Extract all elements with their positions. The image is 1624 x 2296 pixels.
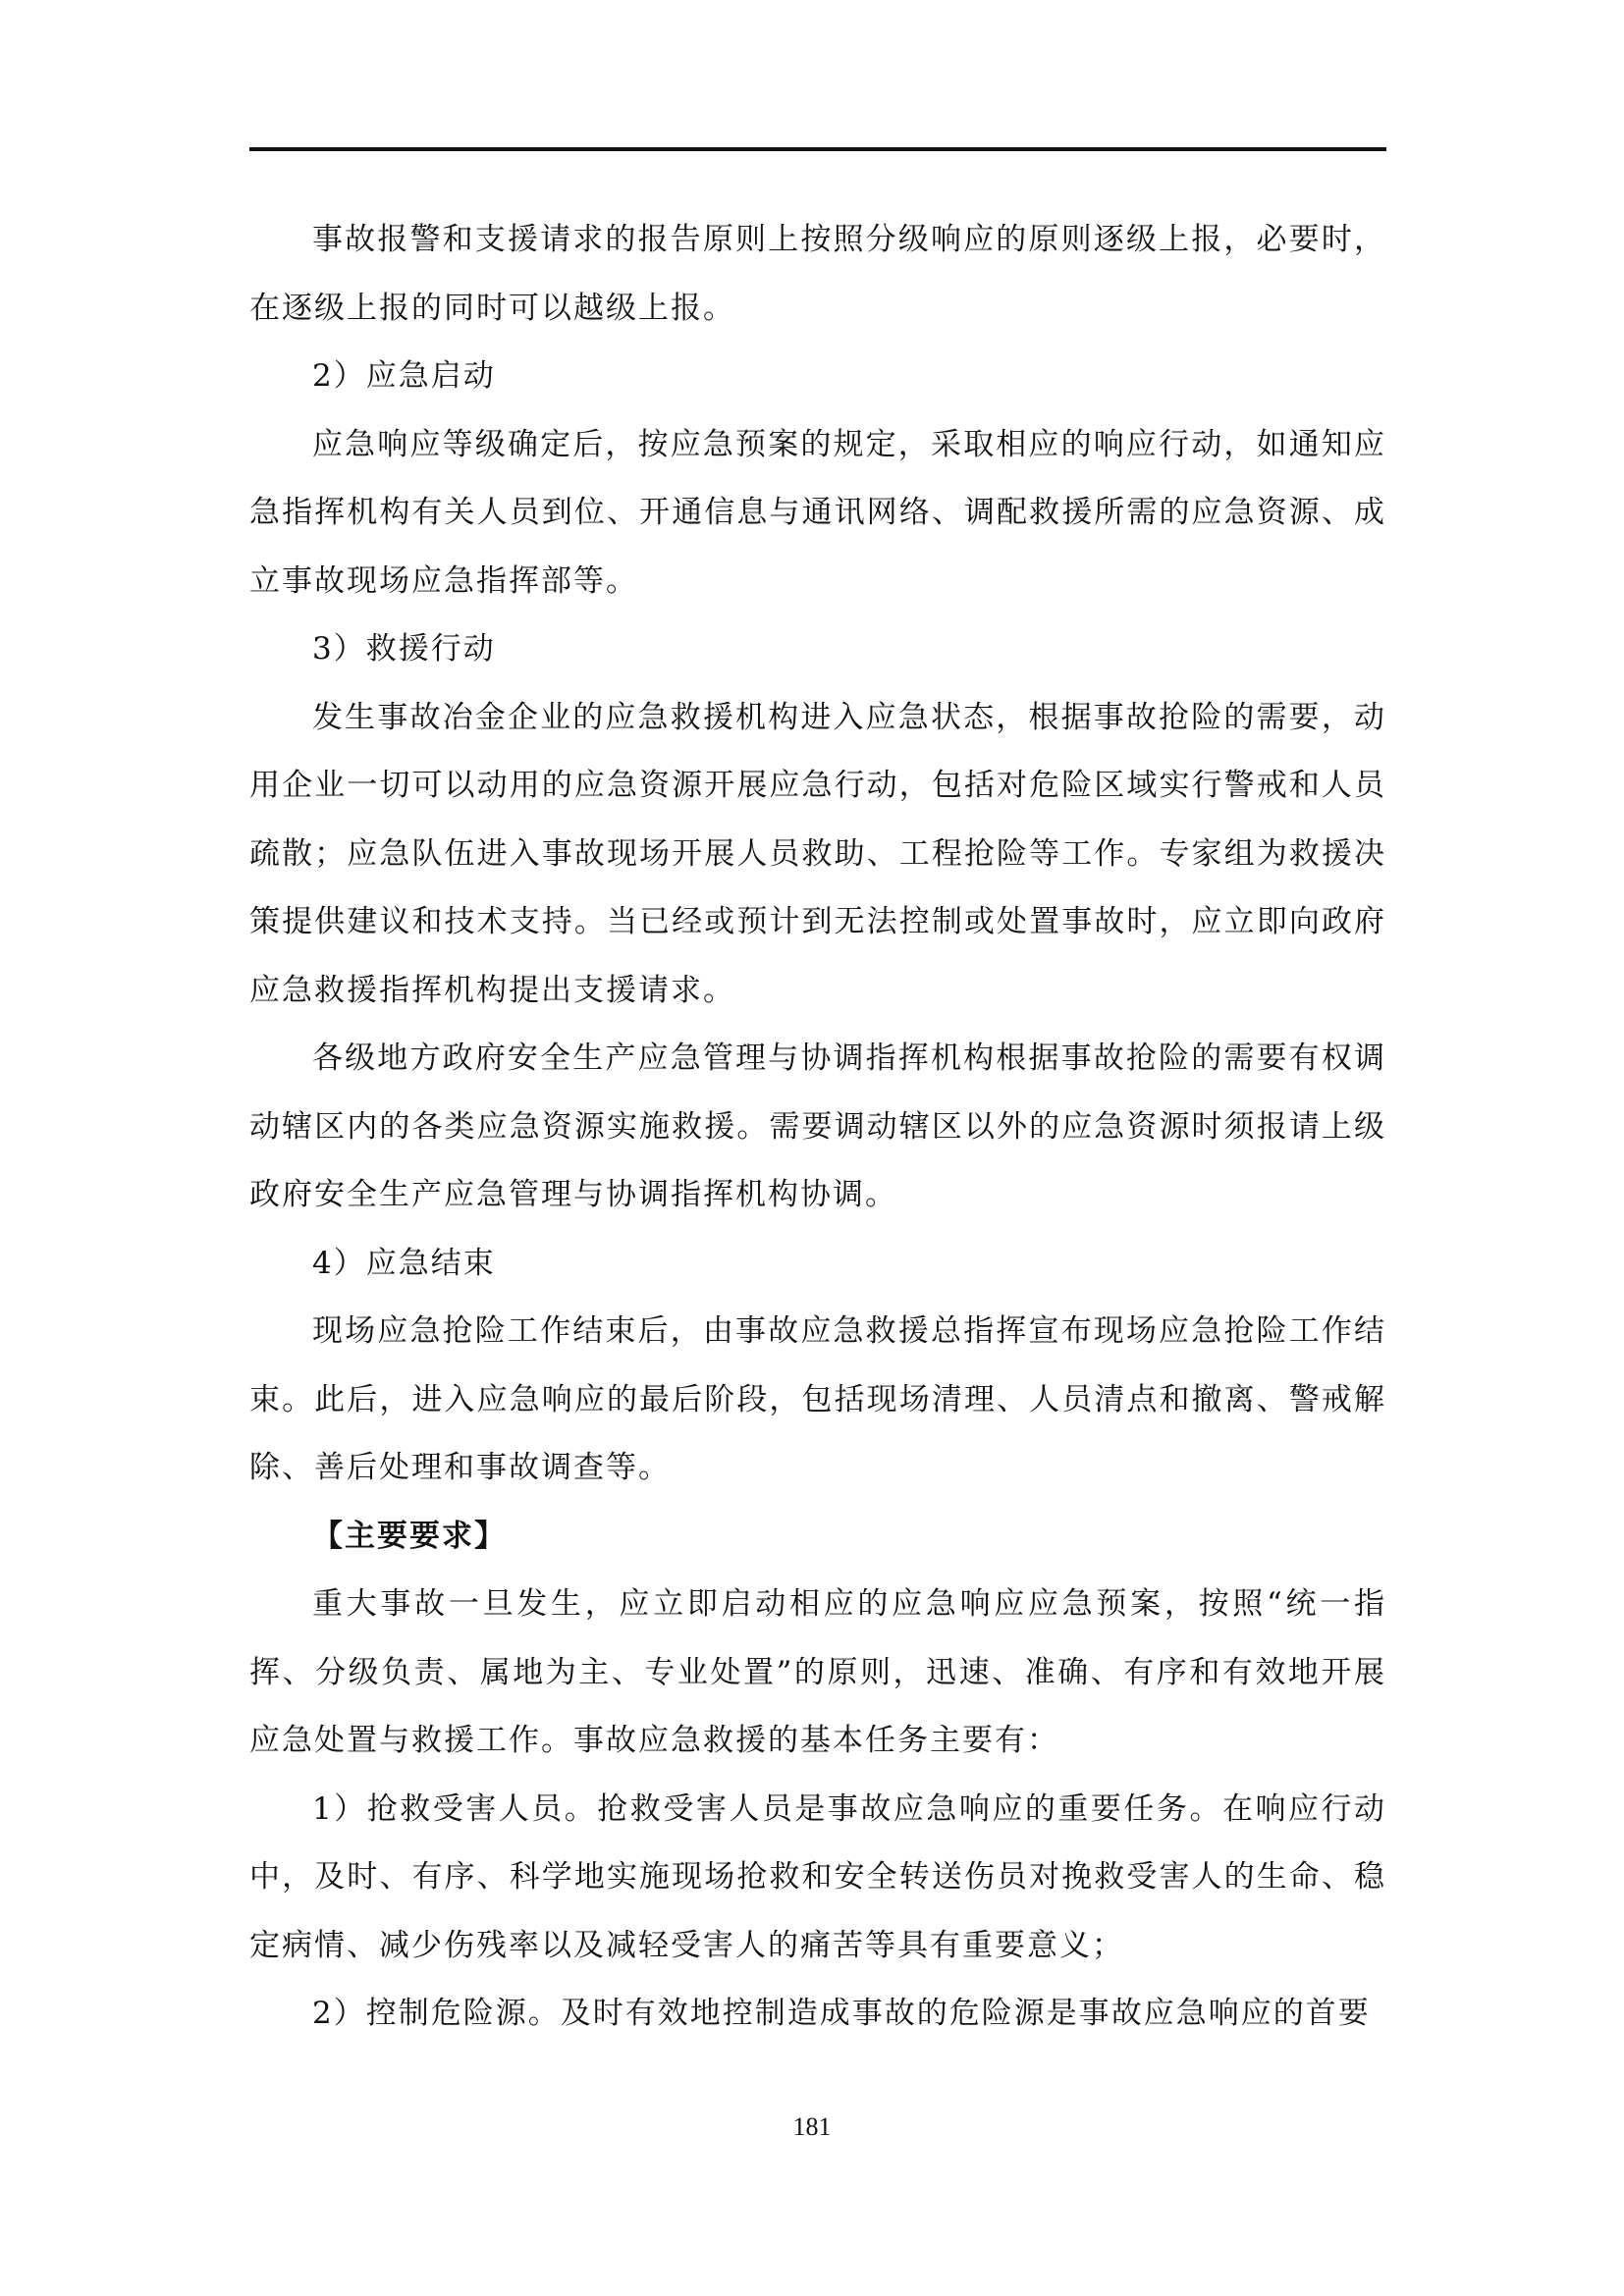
paragraph-response-actions: 应急响应等级确定后，按应急预案的规定，采取相应的响应行动，如通知应急指挥机构有关人员到位、开通信息与通讯网络、调配救援所需的应急资源、成立事故现场应急指挥部等。 (249, 426, 1386, 599)
paragraph-report-principle: 事故报警和支援请求的报告原则上按照分级响应的原则逐级上报，必要时，在逐级上报的同时可以越级上报。 (249, 222, 1386, 326)
paragraph-end-stage: 现场应急抢险工作结束后，由事故应急救援总指挥宣布现场应急抢险工作结束。此后，进入应急响应的最后阶段，包括现场清理、人员清点和撤离、警戒解除、善后处理和事故调查等。 (249, 1313, 1386, 1485)
heading-main-requirements: 【主要要求】 (312, 1518, 507, 1554)
heading-emergency-start: 2）应急启动 (312, 358, 496, 394)
header-rule (249, 147, 1386, 151)
paragraph-local-government: 各级地方政府安全生产应急管理与协调指挥机构根据事故抢险的需要有权调动辖区内的各类应急资源实施救援。需要调动辖区以外的应急资源时须报请上级政府安全生产应急管理与协调指挥机构协调。 (249, 1041, 1386, 1212)
paragraph-control-hazard: 2）控制危险源。及时有效地控制造成事故的危险源是事故应急响应的首要 (312, 1996, 1371, 2031)
heading-rescue-action: 3）救援行动 (312, 631, 496, 667)
heading-emergency-end: 4）应急结束 (312, 1245, 496, 1281)
paragraph-major-accident: 重大事故一旦发生，应立即启动相应的应急响应应急预案，按照“统一指挥、分级负责、属地为主、专业处置”的原则，迅速、准确、有序和有效地开展应急处置与救援工作。事故应急救援的基本任务主要有： (249, 1586, 1386, 1758)
document-body (249, 206, 1386, 2049)
paragraph-rescue-agency: 发生事故冶金企业的应急救援机构进入应急状态，根据事故抢险的需要，动用企业一切可以动用的应急资源开展应急行动，包括对危险区域实行警戒和人员疏散；应急队伍进入事故现场开展人员救助、工程抢险等工作。专家组为救援决策提供建议和技术支持。当已经或预计到无法控制或处置事故时，应立即向政府应急救援指挥机构提出支援请求。 (249, 699, 1386, 1008)
page-number: 181 (792, 2112, 832, 2141)
paragraph-rescue-victims: 1）抢救受害人员。抢救受害人员是事故应急响应的重要任务。在响应行动中，及时、有序、科学地实施现场抢救和安全转送伤员对挽救受害人的生命、稳定病情、减少伤残率以及减轻受害人的痛苦等具有重要意义； (249, 1790, 1386, 1963)
